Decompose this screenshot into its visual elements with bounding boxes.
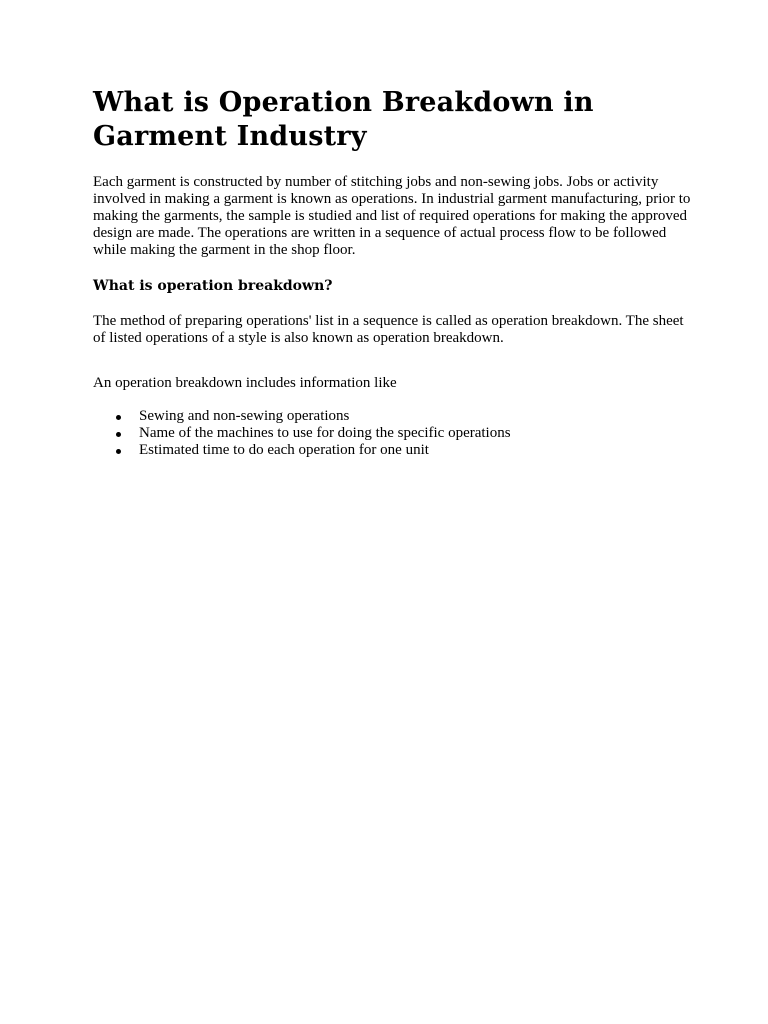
bullet-icon (116, 415, 121, 420)
info-list (93, 408, 693, 459)
section-heading: What is operation breakdown? (93, 278, 333, 294)
bullet-icon (116, 449, 121, 454)
list-item (93, 425, 693, 442)
includes-paragraph: An operation breakdown includes information like (93, 375, 397, 391)
list-item-text: Sewing and non-sewing operations (139, 408, 350, 424)
list-item-text: Estimated time to do each operation for one unit (139, 442, 429, 458)
list-item (93, 408, 693, 425)
bullet-icon (116, 432, 121, 437)
list-item-text: Name of the machines to use for doing the specific operations (139, 425, 511, 441)
page-title: What is Operation Breakdown in Garment Industry (93, 87, 594, 152)
list-item (93, 442, 693, 459)
method-paragraph: The method of preparing operations' list in a sequence is called as operation breakdown. The sheet of listed operations of a style is also known as operation breakdown. (93, 313, 684, 346)
intro-paragraph: Each garment is constructed by number of stitching jobs and non-sewing jobs. Jobs or activity involved in making a garment is known as operations. In industrial garment manufacturing, prior to making the garments, the sample is studied and list of required operations for making the approved design are made. The operations are written in a sequence of actual process flow to be followed while making the garment in the shop floor. (93, 174, 691, 258)
document-page (93, 86, 693, 459)
